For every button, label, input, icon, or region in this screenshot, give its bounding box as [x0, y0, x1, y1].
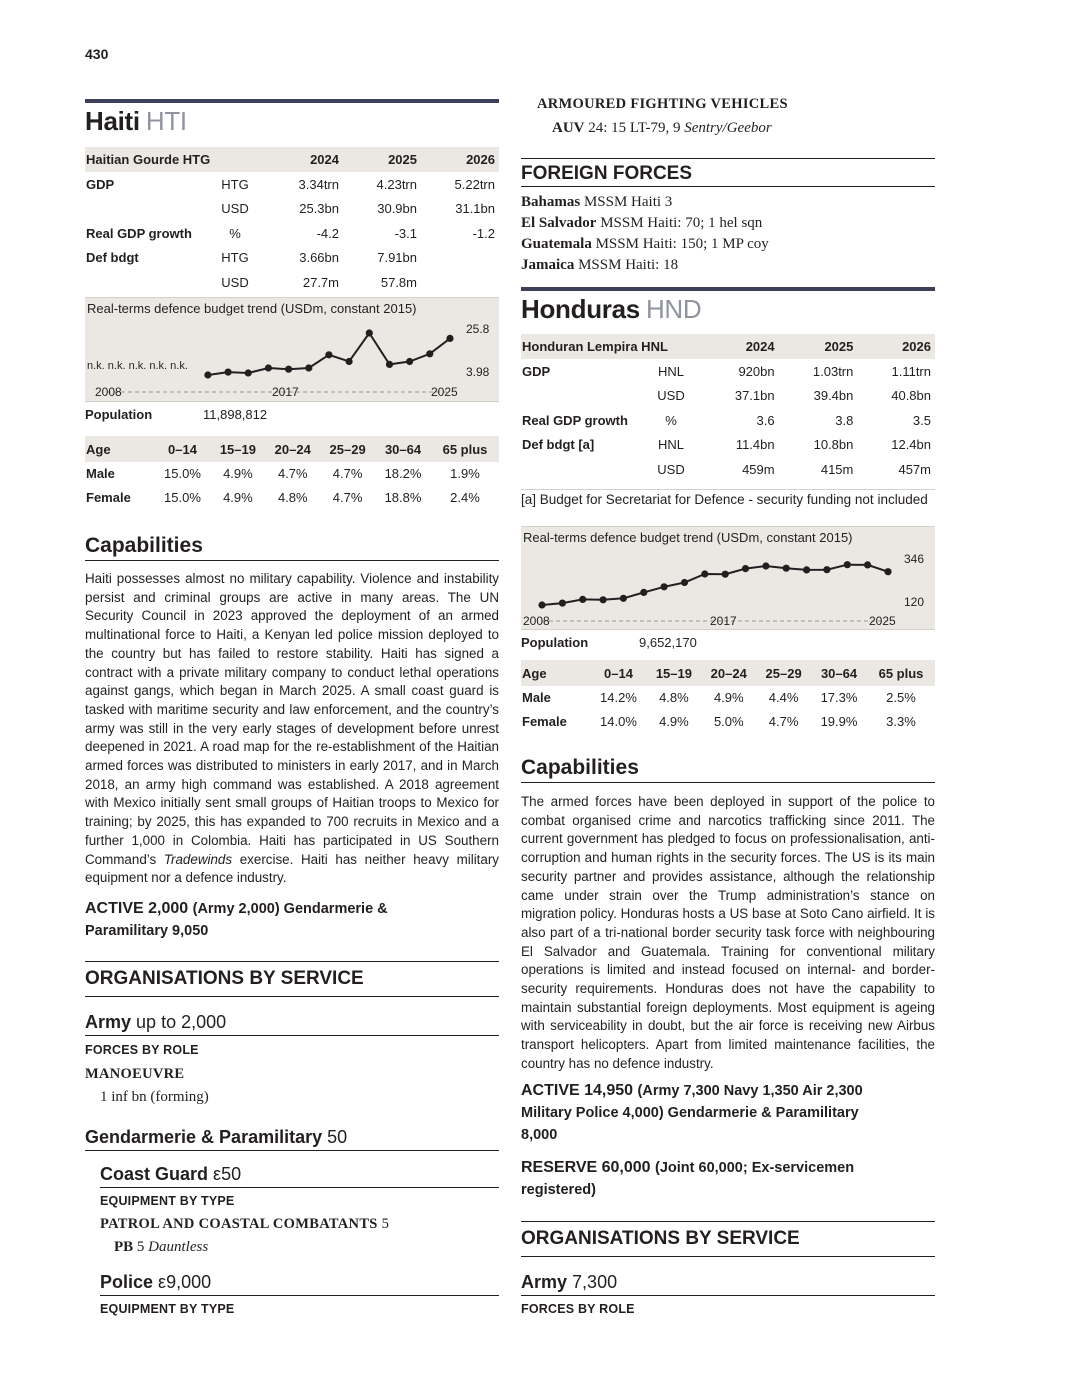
equipment-type: Sentry/Geebor	[684, 120, 772, 136]
data-point	[742, 565, 749, 572]
row-label	[521, 457, 641, 482]
chart-title: Real-terms defence budget trend (USDm, constant 2015)	[87, 301, 417, 316]
active-detail: (Army 7,300 Navy 1,350 Air 2,300	[637, 1083, 863, 1099]
row-unit: USD	[657, 461, 685, 477]
age-cell: Female	[86, 489, 131, 505]
age-cell: 2.5%	[886, 690, 916, 706]
cell-value: 1.03trn	[812, 363, 854, 379]
table-row	[85, 197, 499, 222]
data-point	[225, 369, 232, 376]
cell-value: 37.1bn	[734, 388, 775, 404]
x-tick-label: 2017	[710, 614, 737, 628]
year-header: 2024	[265, 147, 343, 172]
age-cell: 18.2%	[384, 466, 422, 482]
cell-value: -4.2	[316, 225, 339, 241]
haiti-title	[85, 106, 187, 137]
age-cell: 14.0%	[600, 713, 637, 729]
data-point	[305, 364, 312, 371]
service-name: Police	[100, 1272, 154, 1292]
data-point	[722, 571, 729, 578]
row-unit: %	[229, 225, 241, 241]
police-heading	[100, 1272, 499, 1296]
list-item	[521, 213, 769, 234]
table-row	[85, 246, 499, 271]
service-strength: ε50	[213, 1164, 242, 1184]
active-detail-line2: Paramilitary 9,050	[85, 923, 209, 939]
table-row	[521, 457, 935, 482]
haiti-population	[85, 402, 499, 428]
chart-max-label: 25.8	[466, 322, 490, 336]
honduras-reserve-summary	[521, 1157, 935, 1201]
equipment-code: PB	[114, 1239, 134, 1255]
cell-value: 5.22trn	[454, 176, 495, 192]
honduras-econ-table	[521, 334, 935, 482]
cell-value: 30.9bn	[377, 201, 417, 217]
table-row	[521, 710, 935, 734]
age-cell: Female	[522, 713, 567, 729]
row-unit: HNL	[657, 363, 684, 379]
haiti-capabilities-heading: Capabilities	[85, 534, 499, 561]
data-point	[579, 596, 586, 603]
cell-value: 40.8bn	[891, 388, 931, 404]
row-unit: USD	[657, 388, 685, 404]
x-tick-label: 2017	[272, 385, 299, 399]
row-label: Real GDP growth	[522, 412, 628, 428]
equipment-code: AUV	[552, 120, 585, 136]
deployment-text: MSSM Haiti: 150; 1 MP coy	[595, 236, 769, 252]
data-point	[285, 366, 292, 373]
chart-min-label: 3.98	[466, 365, 490, 379]
active-detail: (Army 2,000) Gendarmerie &	[192, 901, 388, 917]
data-point	[538, 601, 545, 608]
honduras-population	[521, 630, 935, 656]
age-cell: Male	[86, 466, 115, 482]
text-run-italic: Tradewinds	[163, 851, 233, 867]
row-label	[85, 270, 205, 295]
x-tick-label: 2008	[523, 614, 550, 628]
cell-value: -3.1	[394, 225, 417, 241]
table-row	[521, 408, 935, 433]
honduras-forces-by-role-heading: FORCES BY ROLE	[521, 1302, 635, 1316]
data-point	[245, 369, 252, 376]
age-cell: 4.9%	[659, 713, 689, 729]
data-point	[681, 579, 688, 586]
haiti-orgs-heading: ORGANISATIONS BY SERVICE	[85, 961, 499, 997]
table-row	[521, 433, 935, 458]
equipment-type: Dauntless	[148, 1239, 209, 1255]
haiti-econ-table	[85, 147, 499, 295]
age-header: 25–29	[756, 660, 811, 686]
age-cell: 4.8%	[659, 690, 689, 706]
cell-value: 25.3bn	[299, 201, 339, 217]
service-name: Army	[85, 1012, 132, 1032]
police-equipment-heading: EQUIPMENT BY TYPE	[100, 1302, 235, 1316]
table-row	[521, 359, 935, 384]
text-run: Haiti possesses almost no military capability. Violence and instability persist and criminal groups are active in many areas. The UN Security Council in 2023 approved the deployment of an armed multinational force to Haiti, a Kenyan led police mission deployed to the country but has failed to restore stability. Haiti has signed a contract with a private military company to conduct lethal operations against gangs, which began in March 2025. A small coast guard is tasked with maritime security and law enforcement, and the country’s army was still in the very early stages of development before unrest deepened in 2021. A road map for the re-establishment of the Haitian armed forces was distributed to ministers in early 2017, and in March 2018, an army high command was established. A 2018 agreement with Mexico initially sent small groups of Haitian troops to Mexico for training; by 2025, this has expanded to 700 recruits in Mexico and a further 1,000 in Colombia. Haiti has participated in US Southern Command’s	[85, 571, 499, 867]
age-cell: 15.0%	[164, 489, 201, 505]
data-point	[783, 565, 790, 572]
age-header: 65 plus	[431, 436, 499, 462]
population-label: Population	[85, 407, 153, 422]
list-item	[521, 255, 769, 276]
x-tick-label: 2025	[869, 614, 896, 628]
data-point	[600, 596, 607, 603]
country-name: Jamaica	[521, 257, 575, 273]
active-detail-line2: Military Police 4,000) Gendarmerie & Paramilitary	[521, 1105, 859, 1121]
honduras-age-table	[521, 660, 935, 733]
haiti-army-heading	[85, 1012, 499, 1036]
nk-label: n.k. n.k. n.k. n.k. n.k.	[87, 360, 188, 372]
cell-value: 3.8	[835, 412, 854, 428]
row-unit: USD	[221, 274, 249, 290]
active-label: ACTIVE 14,950	[521, 1082, 634, 1099]
year-header: 2024	[701, 334, 779, 359]
row-unit: %	[665, 412, 677, 428]
data-point	[386, 361, 393, 368]
data-point	[426, 350, 433, 357]
data-point	[559, 600, 566, 607]
table-row	[521, 686, 935, 710]
service-strength: ε9,000	[158, 1272, 212, 1292]
cell-value: 7.91bn	[377, 250, 417, 266]
service-name: Gendarmerie & Paramilitary	[85, 1127, 323, 1147]
age-cell: Male	[522, 690, 551, 706]
service-strength: 7,300	[572, 1272, 618, 1292]
cell-value: 10.8bn	[813, 437, 854, 453]
honduras-army-heading	[521, 1272, 935, 1296]
cell-value: 1.11trn	[891, 363, 931, 379]
foreign-forces-heading: FOREIGN FORCES	[521, 158, 935, 187]
pb-line	[114, 1239, 208, 1256]
table-row	[85, 462, 499, 486]
haiti-budget-trend-chart	[85, 297, 499, 402]
honduras-active-summary	[521, 1080, 935, 1146]
table-row	[85, 486, 499, 510]
age-cell: 18.8%	[384, 489, 422, 505]
cell-value: 12.4bn	[891, 437, 931, 453]
honduras-footnote: [a] Budget for Secretariat for Defence - security funding not included	[521, 489, 935, 508]
age-cell: 2.4%	[450, 489, 480, 505]
honduras-name: Honduras	[521, 294, 640, 324]
data-point	[346, 358, 353, 365]
list-item	[521, 192, 769, 213]
cell-value: 27.7m	[302, 274, 339, 290]
deployment-text: MSSM Haiti: 70; 1 hel sqn	[600, 215, 763, 231]
age-cell: 4.8%	[277, 489, 308, 505]
age-header: 0–14	[155, 436, 211, 462]
patrol-heading	[100, 1216, 389, 1233]
data-point	[823, 566, 830, 573]
table-row	[85, 270, 499, 295]
list-item	[521, 234, 769, 255]
data-point	[265, 364, 272, 371]
cell-value	[421, 270, 499, 295]
data-point	[701, 570, 708, 577]
data-point	[844, 561, 851, 568]
age-header: Age	[521, 660, 591, 686]
row-unit: HTG	[221, 250, 249, 266]
age-header: Age	[85, 436, 155, 462]
cell-value: 57.8m	[380, 274, 417, 290]
afv-heading: ARMOURED FIGHTING VEHICLES	[537, 96, 788, 112]
age-header: 30–64	[811, 660, 867, 686]
row-label	[521, 384, 641, 409]
age-cell: 4.9%	[223, 489, 253, 505]
age-cell: 4.7%	[277, 466, 308, 482]
age-cell: 17.3%	[820, 690, 858, 706]
manoeuvre-heading: MANOEUVRE	[85, 1066, 185, 1082]
data-point	[640, 589, 647, 596]
active-label: ACTIVE 2,000	[85, 900, 189, 917]
population-value: 9,652,170	[639, 635, 697, 650]
text-run: exercise. Haiti has neither heavy military equipment nor a defence industry.	[85, 851, 499, 886]
row-unit: USD	[221, 201, 249, 217]
service-name: Army	[521, 1272, 568, 1292]
row-label	[85, 197, 205, 222]
reserve-label: RESERVE 60,000	[521, 1159, 651, 1176]
row-label: GDP	[86, 176, 115, 192]
chart-title: Real-terms defence budget trend (USDm, constant 2015)	[523, 530, 853, 545]
row-label: GDP	[522, 363, 551, 379]
age-header: 65 plus	[867, 660, 935, 686]
active-detail-line3: 8,000	[521, 1127, 558, 1143]
honduras-capabilities-heading: Capabilities	[521, 756, 935, 783]
chart-min-label: 120	[904, 595, 925, 609]
row-unit: HNL	[657, 437, 684, 453]
honduras-capabilities-text: The armed forces have been deployed in support of the police to combat organised crime and narcotics trafficking since 2011. The current government has pledged to focus on professionalisation, anti-corruption and human rights in the security forces. The US is its main security partner and provides assistance, although the relationship came under strain over the Trump administration’s stance on migration policy. Honduras hosts a US base at Soto Cano airfield. It is also part of a tri-national border security task force with neighbouring El Salvador and Guatemala. Training for conventional military operations is limited and instead focused on internal- and border-security requirements. Honduras does not have the capability to maintain substantial foreign deployments. Most equipment is ageing with serviceability in doubt, but the air force is receiving new Airbus transport helicopters. Apart from limited maintenance facilities, the country has no defence industry.	[521, 794, 935, 1071]
cell-value: 3.5	[912, 412, 931, 428]
row-label: Def bdgt [a]	[522, 437, 595, 453]
year-header: 2026	[857, 334, 935, 359]
forces-by-role-heading: FORCES BY ROLE	[85, 1043, 199, 1057]
cell-value: 39.4bn	[813, 388, 854, 404]
honduras-code: HND	[645, 294, 702, 324]
data-point	[762, 562, 769, 569]
age-cell: 4.7%	[768, 713, 799, 729]
age-cell: 14.2%	[600, 690, 637, 706]
data-point	[366, 329, 373, 336]
age-header: 20–24	[265, 436, 320, 462]
cell-value: 31.1bn	[455, 201, 495, 217]
data-point	[325, 351, 332, 358]
age-cell: 4.7%	[332, 489, 363, 505]
country-name: Bahamas	[521, 194, 581, 210]
honduras-orgs-heading: ORGANISATIONS BY SERVICE	[521, 1221, 935, 1257]
coast-guard-heading	[100, 1164, 499, 1188]
row-label: Def bdgt	[86, 250, 139, 266]
reserve-detail: (Joint 60,000; Ex-servicemen	[655, 1160, 855, 1176]
cell-value	[421, 246, 499, 271]
service-strength: 50	[327, 1127, 348, 1147]
age-cell: 15.0%	[164, 466, 201, 482]
data-point	[864, 561, 871, 568]
haiti-capabilities-text	[85, 570, 499, 888]
haiti-rule	[85, 99, 499, 103]
year-header: 2025	[343, 147, 421, 172]
table-row	[85, 172, 499, 197]
series-line	[542, 565, 888, 605]
service-strength: up to 2,000	[136, 1012, 227, 1032]
haiti-code: HTI	[145, 106, 187, 136]
equipment-count: 5	[136, 1239, 145, 1255]
age-header: 30–64	[375, 436, 431, 462]
cell-value: 3.34trn	[298, 176, 339, 192]
age-header: 15–19	[646, 660, 701, 686]
cell-value: 457m	[898, 461, 931, 477]
age-cell: 19.9%	[820, 713, 858, 729]
table-row	[521, 384, 935, 409]
honduras-budget-trend-chart	[521, 526, 935, 630]
x-tick-label: 2025	[431, 385, 458, 399]
reserve-detail-line2: registered)	[521, 1182, 596, 1198]
cell-value: 3.6	[756, 412, 775, 428]
cell-value: 11.4bn	[735, 437, 775, 453]
data-point	[620, 595, 627, 602]
population-value: 11,898,812	[203, 407, 268, 422]
chart-max-label: 346	[904, 552, 925, 566]
age-cell: 4.4%	[768, 690, 799, 706]
age-cell: 3.3%	[886, 713, 916, 729]
cell-value: 920bn	[738, 363, 775, 379]
equipment-by-type-heading: EQUIPMENT BY TYPE	[100, 1194, 235, 1208]
data-point	[661, 583, 668, 590]
deployment-text: MSSM Haiti 3	[583, 194, 673, 210]
x-tick-label: 2008	[95, 385, 122, 399]
age-cell: 4.9%	[223, 466, 253, 482]
data-point	[884, 568, 891, 575]
category-label: PATROL AND COASTAL COMBATANTS	[100, 1216, 378, 1232]
age-header: 15–19	[210, 436, 265, 462]
data-point	[446, 335, 453, 342]
age-header: 0–14	[591, 660, 647, 686]
age-cell: 1.9%	[450, 466, 480, 482]
cell-value: -1.2	[472, 225, 495, 241]
row-label: Real GDP growth	[86, 225, 192, 241]
data-point	[803, 566, 810, 573]
auv-line	[552, 120, 772, 137]
haiti-name: Haiti	[85, 106, 140, 136]
deployment-text: MSSM Haiti: 18	[578, 257, 679, 273]
table-row	[85, 221, 499, 246]
age-cell: 5.0%	[713, 713, 744, 729]
page-number: 430	[85, 46, 109, 62]
cell-value: 3.66bn	[299, 250, 339, 266]
row-unit: HTG	[221, 176, 249, 192]
year-header: 2025	[779, 334, 858, 359]
service-name: Coast Guard	[100, 1164, 209, 1184]
age-header: 25–29	[320, 436, 375, 462]
haiti-age-table	[85, 436, 499, 509]
haiti-gendarmerie-heading	[85, 1127, 499, 1151]
honduras-title	[521, 294, 701, 325]
country-name: El Salvador	[521, 215, 597, 231]
unit-line: 1 inf bn (forming)	[100, 1089, 209, 1105]
honduras-rule	[521, 287, 935, 291]
age-cell: 4.9%	[713, 690, 744, 706]
age-header: 20–24	[701, 660, 756, 686]
equipment-count: 24: 15 LT-79, 9	[588, 120, 681, 136]
haiti-active-summary	[85, 898, 499, 942]
population-label: Population	[521, 635, 589, 650]
cell-value: 415m	[820, 461, 854, 477]
age-cell: 4.7%	[332, 466, 363, 482]
currency-header: Haitian Gourde HTG	[85, 147, 265, 172]
category-count: 5	[381, 1216, 390, 1232]
year-header: 2026	[421, 147, 499, 172]
foreign-forces-list	[521, 192, 769, 276]
cell-value: 459m	[742, 461, 775, 477]
country-name: Guatemala	[521, 236, 592, 252]
data-point	[204, 371, 211, 378]
currency-header: Honduran Lempira HNL	[521, 334, 701, 359]
data-point	[406, 358, 413, 365]
cell-value: 4.23trn	[376, 176, 417, 192]
